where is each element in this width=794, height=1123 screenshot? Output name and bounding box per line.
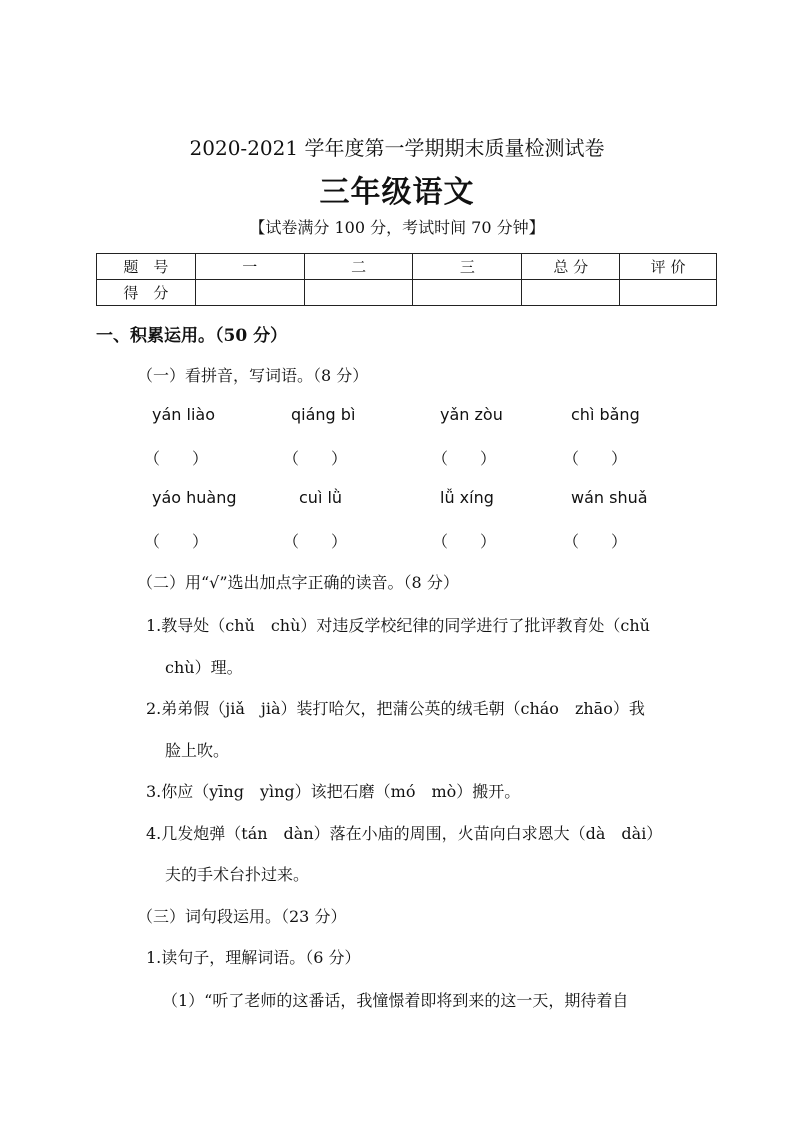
question-line: 1.读句子，理解词语。（6 分） xyxy=(146,948,361,967)
answer-blank: （ ） xyxy=(432,532,497,551)
answer-blank: （ ） xyxy=(563,449,628,468)
score-header-cell: 一 xyxy=(195,254,304,280)
question-line: （1）“听了老师的这番话，我憧憬着即将到来的这一天，期待着自 xyxy=(162,991,629,1010)
answer-blank: （ ） xyxy=(283,532,348,551)
score-cell xyxy=(413,280,522,306)
question-line: 1.教导处（chǔ chù）对违反学校纪律的同学进行了批评教育处（chǔ xyxy=(146,616,650,635)
pinyin-item: qiáng bì xyxy=(291,405,356,424)
score-header-cell: 题 号 xyxy=(97,254,196,280)
score-header-cell: 评 价 xyxy=(620,254,717,280)
pinyin-item: wán shuǎ xyxy=(571,488,648,507)
answer-blank: （ ） xyxy=(144,532,209,551)
answer-blank: （ ） xyxy=(432,449,497,468)
part3-heading: （三）词句段运用。（23 分） xyxy=(137,907,347,926)
section1-heading: 一、积累运用。（50 分） xyxy=(96,326,288,346)
part1-heading: （一）看拼音，写词语。（8 分） xyxy=(137,366,369,385)
score-table-header-row xyxy=(97,254,717,280)
pinyin-item: yán liào xyxy=(152,405,215,424)
exam-title: 2020-2021 学年度第一学期期末质量检测试卷 xyxy=(189,136,605,160)
answer-blank: （ ） xyxy=(144,449,209,468)
answer-blank: （ ） xyxy=(283,449,348,468)
score-cell xyxy=(522,280,620,306)
answer-blank: （ ） xyxy=(563,532,628,551)
question-line: 2.弟弟假（jiǎ jià）装打哈欠，把蒲公英的绒毛朝（cháo zhāo）我 xyxy=(146,699,645,718)
pinyin-item: cuì lǜ xyxy=(299,488,343,507)
score-cell xyxy=(620,280,717,306)
question-line: 4.几发炮弹（tán dàn）落在小庙的周围，火苗向白求恩大（dà dài） xyxy=(146,824,663,843)
question-line: 脸上吹。 xyxy=(165,741,230,760)
question-line: 夫的手术台扑过来。 xyxy=(165,865,310,884)
pinyin-item: lǚ xíng xyxy=(440,488,494,507)
pinyin-item: chì bǎng xyxy=(571,405,640,424)
score-header-cell: 二 xyxy=(304,254,413,280)
pinyin-item: yáo huàng xyxy=(152,488,237,507)
question-line: chù）理。 xyxy=(165,658,243,677)
pinyin-item: yǎn zòu xyxy=(440,405,503,424)
score-header-cell: 三 xyxy=(413,254,522,280)
score-header-cell: 总 分 xyxy=(522,254,620,280)
exam-subject: 三年级语文 xyxy=(319,175,475,210)
question-line: 3.你应（yīng yìng）该把石磨（mó mò）搬开。 xyxy=(146,782,521,801)
exam-note: 【试卷满分 100 分，考试时间 70 分钟】 xyxy=(249,218,545,237)
score-table xyxy=(96,253,717,306)
score-cell xyxy=(304,280,413,306)
part2-heading: （二）用“√”选出加点字正确的读音。（8 分） xyxy=(137,573,459,592)
score-table-score-row xyxy=(97,280,717,306)
score-cell xyxy=(195,280,304,306)
score-row-label: 得 分 xyxy=(97,280,196,306)
